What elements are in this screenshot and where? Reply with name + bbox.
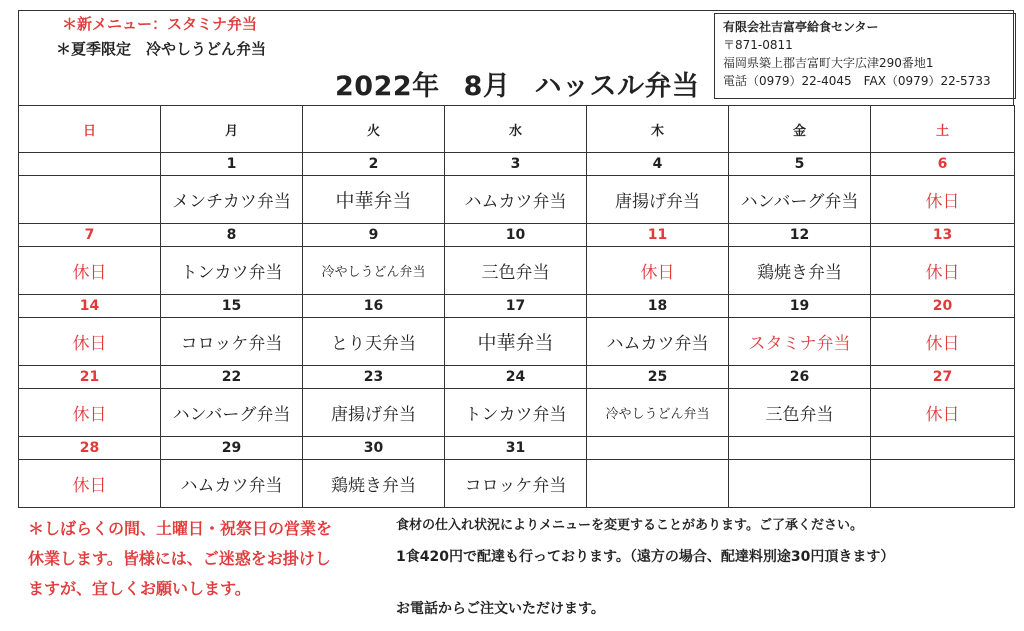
menu-cell: トンカツ弁当 [445, 389, 587, 437]
date-number: 18 [587, 295, 729, 318]
company-name: 有限会社吉富亭給食センター [723, 20, 879, 34]
menu-cell: ハムカツ弁当 [587, 318, 729, 366]
menu-cell: 冷やしうどん弁当 [587, 389, 729, 437]
menu-cell: スタミナ弁当 [729, 318, 871, 366]
date-number: 12 [729, 224, 871, 247]
calendar-table [18, 105, 1015, 508]
date-number: 19 [729, 295, 871, 318]
weekday-mon: 月 [161, 106, 303, 153]
closure-notice-line3: ますが、宜しくお願いします。 [28, 579, 251, 598]
date-number: 17 [445, 295, 587, 318]
menu-cell: 休日 [19, 247, 161, 295]
title-year: 2022年 [335, 71, 440, 102]
date-number [871, 437, 1015, 460]
date-number-row [19, 366, 1015, 389]
date-number: 10 [445, 224, 587, 247]
closure-notice-line1: ＊しばらくの間、土曜日・祝祭日の営業を [28, 519, 333, 538]
date-number: 15 [161, 295, 303, 318]
menu-cell: 休日 [19, 460, 161, 508]
menu-cell: メンチカツ弁当 [161, 176, 303, 224]
date-number: 5 [729, 153, 871, 176]
menu-cell: 三色弁当 [729, 389, 871, 437]
date-number: 6 [871, 153, 1015, 176]
menu-cell: とり天弁当 [303, 318, 445, 366]
date-number: 29 [161, 437, 303, 460]
menu-row [19, 318, 1015, 366]
menu-cell: トンカツ弁当 [161, 247, 303, 295]
company-postal: 〒871-0811 [723, 38, 793, 52]
menu-cell: 三色弁当 [445, 247, 587, 295]
menu-cell: 冷やしうどん弁当 [303, 247, 445, 295]
menu-cell: 休日 [871, 176, 1015, 224]
menu-change-note: 食材の仕入れ状況によりメニューを変更することがあります。ご了承ください。 [396, 518, 863, 533]
menu-cell: ハムカツ弁当 [161, 460, 303, 508]
date-number: 3 [445, 153, 587, 176]
menu-cell [587, 460, 729, 508]
date-number: 9 [303, 224, 445, 247]
menu-cell: 休日 [19, 318, 161, 366]
menu-cell: 中華弁当 [303, 176, 445, 224]
closure-notice [28, 514, 378, 604]
date-number: 14 [19, 295, 161, 318]
date-number: 27 [871, 366, 1015, 389]
page-title [335, 64, 699, 103]
date-number [19, 153, 161, 176]
date-number: 26 [729, 366, 871, 389]
menu-cell: ハンバーグ弁当 [161, 389, 303, 437]
menu-cell: コロッケ弁当 [445, 460, 587, 508]
menu-row [19, 389, 1015, 437]
weekday-tue: 火 [303, 106, 445, 153]
menu-cell [871, 460, 1015, 508]
menu-cell: 鶏焼き弁当 [303, 460, 445, 508]
date-number: 7 [19, 224, 161, 247]
date-number [729, 437, 871, 460]
date-number: 11 [587, 224, 729, 247]
title-name: ハッスル弁当 [534, 71, 700, 102]
menu-cell: ハムカツ弁当 [445, 176, 587, 224]
menu-cell: コロッケ弁当 [161, 318, 303, 366]
menu-cell: 鶏焼き弁当 [729, 247, 871, 295]
date-number: 4 [587, 153, 729, 176]
menu-cell: 休日 [871, 247, 1015, 295]
date-number: 22 [161, 366, 303, 389]
date-number-row [19, 153, 1015, 176]
date-number: 30 [303, 437, 445, 460]
company-address: 福岡県築上郡吉富町大字広津290番地1 [723, 56, 934, 70]
date-number: 16 [303, 295, 445, 318]
date-number-row [19, 224, 1015, 247]
menu-cell [19, 176, 161, 224]
weekday-sun: 日 [19, 106, 161, 153]
date-number [587, 437, 729, 460]
menu-cell: 中華弁当 [445, 318, 587, 366]
date-number: 28 [19, 437, 161, 460]
menu-row [19, 247, 1015, 295]
weekday-thu: 木 [587, 106, 729, 153]
date-number: 8 [161, 224, 303, 247]
menu-cell: 休日 [871, 318, 1015, 366]
date-number: 21 [19, 366, 161, 389]
menu-cell: 休日 [871, 389, 1015, 437]
date-number: 20 [871, 295, 1015, 318]
menu-cell: 唐揚げ弁当 [303, 389, 445, 437]
date-number-row [19, 437, 1015, 460]
date-number: 2 [303, 153, 445, 176]
weekday-fri: 金 [729, 106, 871, 153]
date-number: 1 [161, 153, 303, 176]
menu-row [19, 176, 1015, 224]
date-number-row [19, 295, 1015, 318]
date-number: 31 [445, 437, 587, 460]
price-note: 1食420円で配達も行っております。（遠方の場合、配達料別途30円頂きます） [396, 549, 895, 565]
date-number: 23 [303, 366, 445, 389]
menu-row [19, 460, 1015, 508]
weekday-sat: 土 [871, 106, 1015, 153]
title-month: 8月 [463, 71, 511, 102]
date-number: 24 [445, 366, 587, 389]
date-number: 13 [871, 224, 1015, 247]
menu-cell: 休日 [587, 247, 729, 295]
menu-cell: ハンバーグ弁当 [729, 176, 871, 224]
weekday-wed: 水 [445, 106, 587, 153]
menu-cell [729, 460, 871, 508]
weekday-header-row [19, 106, 1015, 153]
summer-menu-note: ＊夏季限定 冷やしうどん弁当 [56, 40, 267, 58]
company-info-box [714, 13, 1016, 99]
company-contact: 電話（0979）22-4045 FAX（0979）22-5733 [723, 74, 991, 88]
menu-cell: 唐揚げ弁当 [587, 176, 729, 224]
new-menu-note: ＊新メニュー：スタミナ弁当 [62, 15, 258, 33]
menu-cell: 休日 [19, 389, 161, 437]
closure-notice-line2: 休業します。皆様には、ご迷惑をお掛けし [28, 549, 331, 568]
phone-order-note: お電話からご注文いただけます。 [396, 601, 605, 617]
date-number: 25 [587, 366, 729, 389]
